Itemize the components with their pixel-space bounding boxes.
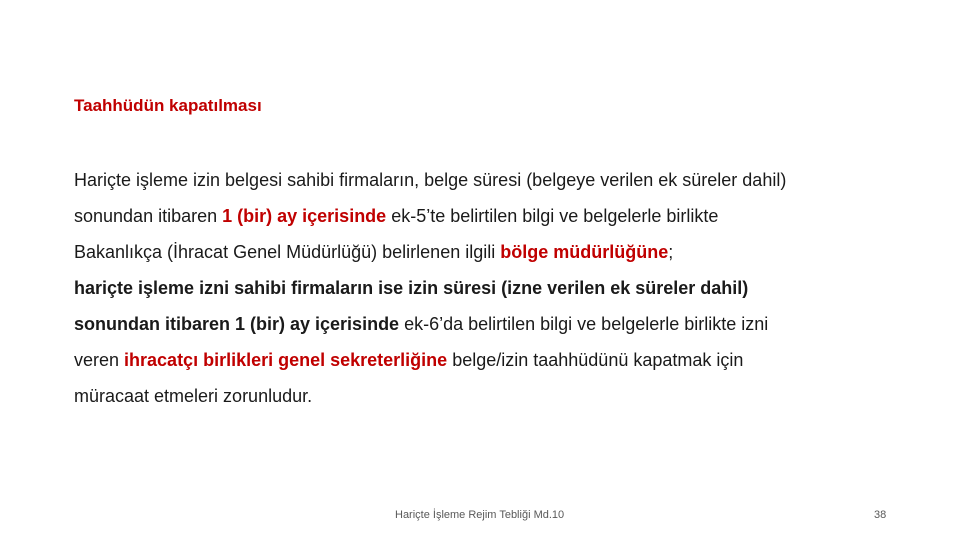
- paragraph-line-2: [74, 205, 718, 227]
- paragraph-line-6: [74, 349, 743, 371]
- highlight-exporters-association: ihracatçı birlikleri genel sekreterliğine: [124, 350, 448, 370]
- line-3-text-b: ;: [668, 242, 674, 262]
- line-1-text: Hariçte işleme izin belgesi sahibi firmaların, belge süresi (belgeye verilen ek süreler dahil): [74, 170, 787, 190]
- line-4-text: hariçte işleme izni sahibi firmaların ise izin süresi (izne verilen ek süreler dahil): [74, 278, 749, 298]
- paragraph-line-5: [74, 313, 768, 335]
- highlight-one-month: 1 (bir) ay içerisinde: [222, 206, 387, 226]
- paragraph-line-4: [74, 277, 748, 299]
- line-2-text-b: ek-5’te belirtilen bilgi ve belgelerle birlikte: [386, 206, 719, 226]
- line-5-text: ek-6’da belirtilen bilgi ve belgelerle birlikte izni: [399, 314, 769, 334]
- paragraph-line-7: [74, 385, 312, 407]
- line-3-text-a: Bakanlıkça (İhracat Genel Müdürlüğü) belirlenen ilgili: [74, 242, 501, 262]
- line-6-text-b: belge/izin taahhüdünü kapatmak için: [447, 350, 744, 370]
- paragraph-line-3: [74, 241, 673, 263]
- line-6-text-a: veren: [74, 350, 125, 370]
- paragraph-line-1: [74, 169, 786, 191]
- slide-footer: Hariçte İşleme Rejim Tebliği Md.10: [395, 509, 565, 521]
- line-2-text-a: sonundan itibaren: [74, 206, 223, 226]
- line-7-text: müracaat etmeleri zorunludur.: [74, 386, 313, 406]
- slide-title: Taahhüdün kapatılması: [74, 96, 262, 115]
- line-5-text-bold: sonundan itibaren 1 (bir) ay içerisinde: [74, 314, 400, 334]
- page-number: 38: [874, 509, 887, 521]
- highlight-regional-directorate: bölge müdürlüğüne: [500, 242, 669, 262]
